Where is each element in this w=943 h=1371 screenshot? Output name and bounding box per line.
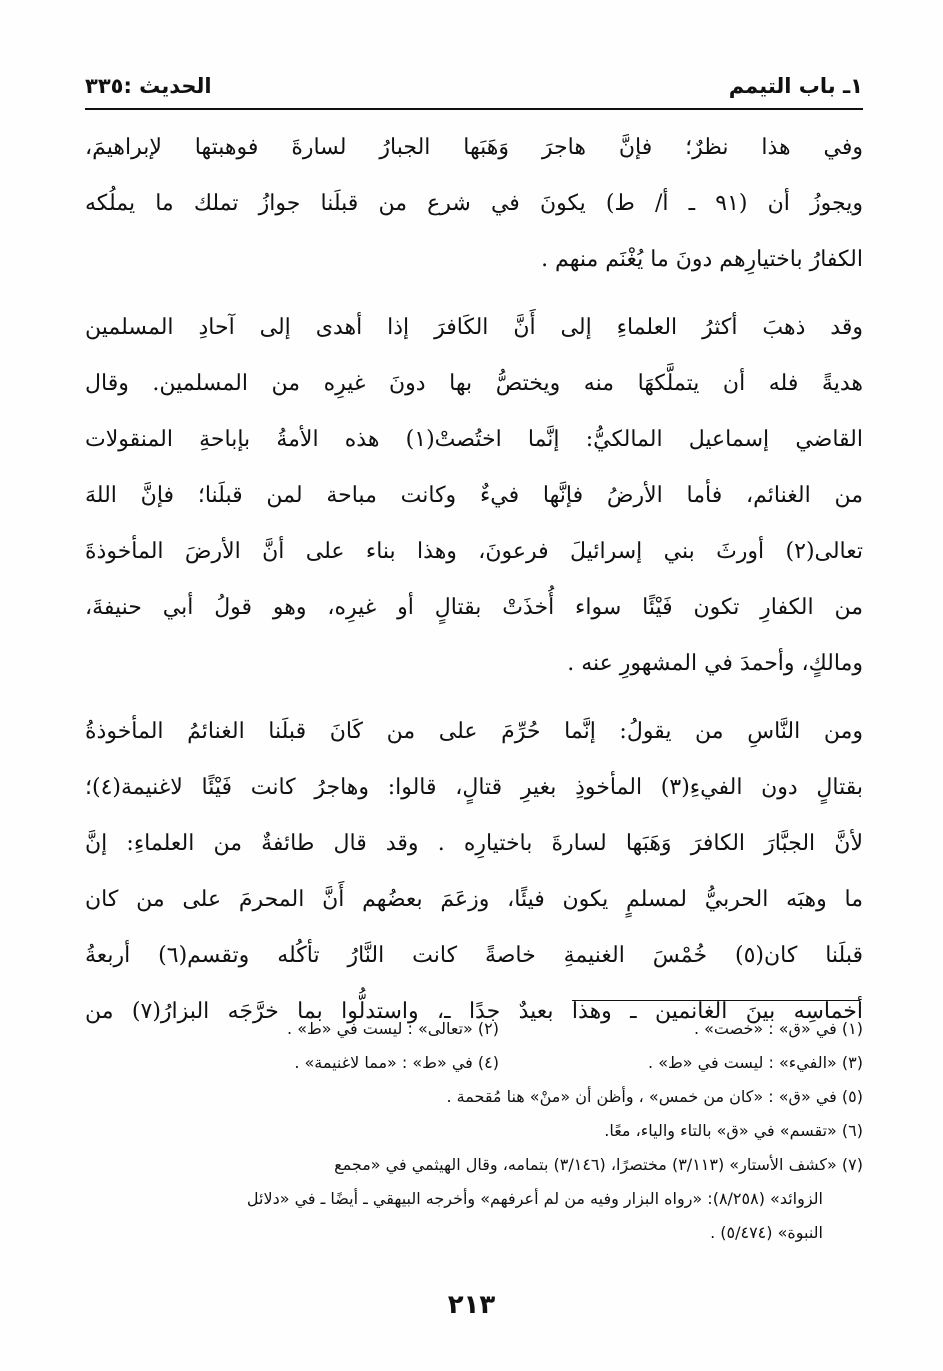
footnote-7: (٧) «كشف الأستار» (٣/١١٣) مختصرًا، (٣/١٤٦) بتمامه، وقال الهيثمي في «مجمع — [334, 1155, 863, 1174]
text-line: تعالى(٢) أورثَ بني إسرائيلَ فرعونَ، وهذا بناء على أنَّ الأرضَ المأخوذةَ — [85, 539, 863, 564]
page-number: ٢١٣ — [447, 1290, 496, 1320]
footnote-5: (٥) في «ق» : «كان من خمس» ، وأظن أن «منْ» هنا مُقحمة . — [446, 1087, 863, 1106]
footnote-7-continued: النبوة» (٥/٤٧٤) . — [710, 1223, 823, 1242]
main-text — [85, 120, 863, 1052]
text-line: ومالكٍ، وأحمدَ في المشهورِ عنه . — [567, 651, 863, 676]
paragraph-1 — [85, 120, 863, 288]
footnote-2: (٢) «تعالى» : ليست في «ط» . — [287, 1019, 499, 1038]
text-line: بقتالٍ دون الفيءِ(٣) المأخوذِ بغيرِ قتالٍ، قالوا: وهاجرُ كانت فَيْئًا لاغنيمة(٤)؛ — [85, 775, 863, 800]
text-line: من الغنائم، فأما الأرضُ فإنَّها فيءٌ وكانت مباحة لمن قبلَنا؛ فإنَّ اللهَ — [85, 483, 863, 508]
text-line: القاضي إسماعيل المالكيُّ: إنَّما اختُصتْ(١) هذه الأمةُ بإباحةِ المنقولات — [85, 427, 863, 452]
footnotes — [135, 1012, 863, 1250]
paragraph-3 — [85, 704, 863, 1040]
footnote-4: (٤) في «ط» : «مما لاغنيمة» . — [294, 1053, 499, 1072]
text-line: قبلَنا كان(٥) خُمْسَ الغنيمةِ خاصةً كانت النَّارُ تأكُله وتقسم(٦) أربعةُ — [85, 943, 863, 968]
text-line: لأنَّ الجبَّارَ الكافرَ وَهَبَها لسارةَ باختيارِه . وقد قال طائفةٌ من العلماءِ: إنَّ — [85, 831, 863, 856]
running-header — [85, 70, 863, 102]
text-line: هديةً فله أن يتملَّكهَا منه ويختصُّ بها دونَ غيرِه من المسلمين. وقال — [85, 371, 863, 396]
footnote-7-continued: الزوائد» (٨/٢٥٨): «رواه البزار وفيه من لم أعرفهم» وأخرجه البيهقي ـ أيضًا ـ في «دلائل — [246, 1189, 823, 1208]
text-line: ما وهبَه الحربيُّ لمسلمٍ يكون فيئًا، وزعَمَ بعضُهم أَنَّ المحرمَ على من كان — [85, 887, 863, 912]
paragraph-2 — [85, 300, 863, 692]
footnote-1: (١) في «ق» : «خصت» . — [693, 1019, 863, 1038]
footnote-3: (٣) «الفيء» : ليست في «ط» . — [648, 1053, 863, 1072]
hadith-number: الحديث :٣٣٥ — [85, 74, 212, 98]
text-line: وفي هذا نظرٌ؛ فإنَّ هاجرَ وَهَبَها الجبارُ لسارةَ فوهبتها لإبراهيمَ، — [85, 135, 863, 160]
footnote-6: (٦) «تقسم» في «ق» بالتاء والياء، معًا. — [604, 1121, 863, 1140]
footnote-rule — [572, 1000, 860, 1001]
footnote-row — [135, 1012, 863, 1046]
text-line: ومن النَّاسِ من يقولُ: إنَّما حُرِّمَ على من كَانَ قبلَنا الغنائمُ المأخوذةُ — [85, 719, 863, 744]
text-line: من الكفارِ تكون فَيْئًا سواء أُخذَتْ بقتالٍ أو غيرِه، وهو قولُ أبي حنيفةَ، — [85, 595, 863, 620]
header-rule — [85, 108, 863, 110]
text-line: وقد ذهبَ أكثرُ العلماءِ إلى أَنَّ الكَافرَ إذا أهدى إلى آحادِ المسلمين — [85, 315, 863, 340]
text-line: أخماسِه بينَ الغانمين ـ وهذا بعيدٌ جدًا ـ، واستدلُّوا بما خرَّجَه البزارُ(٧) من — [85, 999, 863, 1024]
chapter-title: ١ـ باب التيمم — [728, 74, 863, 98]
text-line: الكفارُ باختيارِهم دونَ ما يُغْنَم منهم . — [541, 247, 863, 272]
footnote-row — [135, 1046, 863, 1080]
text-line: ويجوزُ أن (٩١ ـ أ/ ط) يكونَ في شرع من قبلَنا جوازُ تملك ما يملُكه — [85, 191, 863, 216]
